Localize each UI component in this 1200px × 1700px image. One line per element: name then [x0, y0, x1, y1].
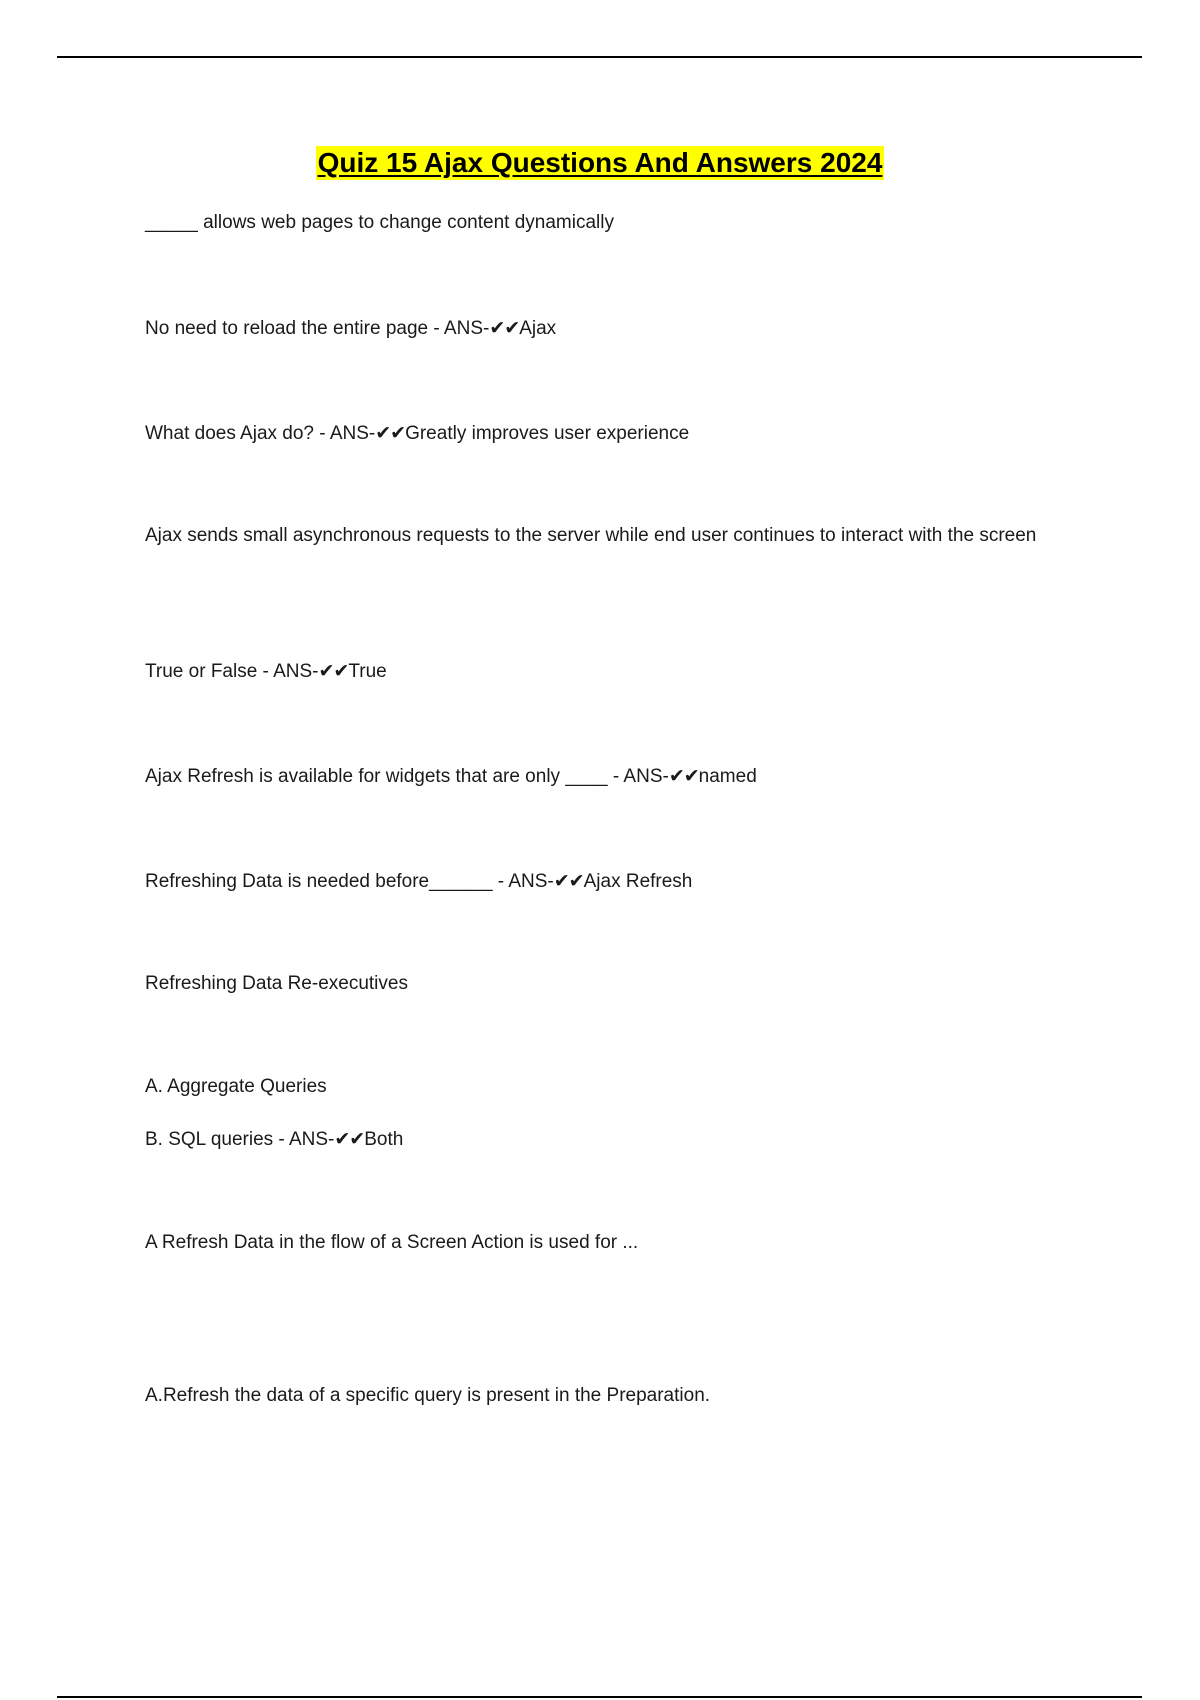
question-line-8	[145, 969, 1045, 999]
question-line-1	[145, 208, 1045, 238]
answer-text: named	[698, 766, 757, 787]
question-line-3	[145, 418, 1045, 449]
line-text: No need to reload the entire page - ANS-	[145, 318, 490, 339]
document-title: Quiz 15 Ajax Questions And Answers 2024	[317, 147, 883, 178]
check-mark-icon: ✔✔	[553, 870, 584, 892]
line-text: A. Aggregate Queries	[145, 1076, 327, 1097]
answer-text: Ajax	[519, 318, 557, 339]
question-line-5	[145, 656, 1045, 687]
question-line-6	[145, 761, 1045, 792]
bottom-rule	[57, 1696, 1142, 1698]
check-mark-icon: ✔✔	[489, 317, 520, 339]
line-text: B. SQL queries - ANS-	[145, 1129, 335, 1150]
line-text: True or False - ANS-	[145, 661, 319, 682]
line-text: A Refresh Data in the flow of a Screen Action is used for ...	[145, 1232, 639, 1253]
title-block	[0, 146, 1200, 180]
check-mark-icon: ✔✔	[375, 422, 406, 444]
line-text: A.Refresh the data of a specific query is present in the Preparation.	[145, 1385, 711, 1406]
line-text: Ajax sends small asynchronous requests to the server while end user continues to interact with the screen	[145, 525, 1037, 546]
option-line-refresh	[145, 1381, 1045, 1411]
question-line-7	[145, 866, 1045, 897]
answer-text: Greatly improves user experience	[405, 423, 690, 444]
top-rule	[57, 56, 1142, 58]
answer-text: True	[348, 661, 387, 682]
line-text: Refreshing Data Re-executives	[145, 973, 408, 994]
check-mark-icon: ✔✔	[334, 1128, 365, 1150]
check-mark-icon: ✔✔	[318, 660, 349, 682]
answer-text: Both	[364, 1129, 404, 1150]
question-line-2	[145, 313, 1045, 344]
option-line-b	[145, 1124, 1045, 1155]
statement-line-4	[145, 521, 1055, 551]
question-line-10	[145, 1228, 1045, 1258]
answer-text: Ajax Refresh	[583, 871, 693, 892]
line-text: Ajax Refresh is available for widgets that are only ____ - ANS-	[145, 766, 669, 787]
line-text: _____ allows web pages to change content dynamically	[145, 212, 614, 233]
option-line-a	[145, 1072, 1045, 1102]
line-text: Refreshing Data is needed before______ - ANS-	[145, 871, 554, 892]
check-mark-icon: ✔✔	[668, 765, 699, 787]
line-text: What does Ajax do? - ANS-	[145, 423, 376, 444]
